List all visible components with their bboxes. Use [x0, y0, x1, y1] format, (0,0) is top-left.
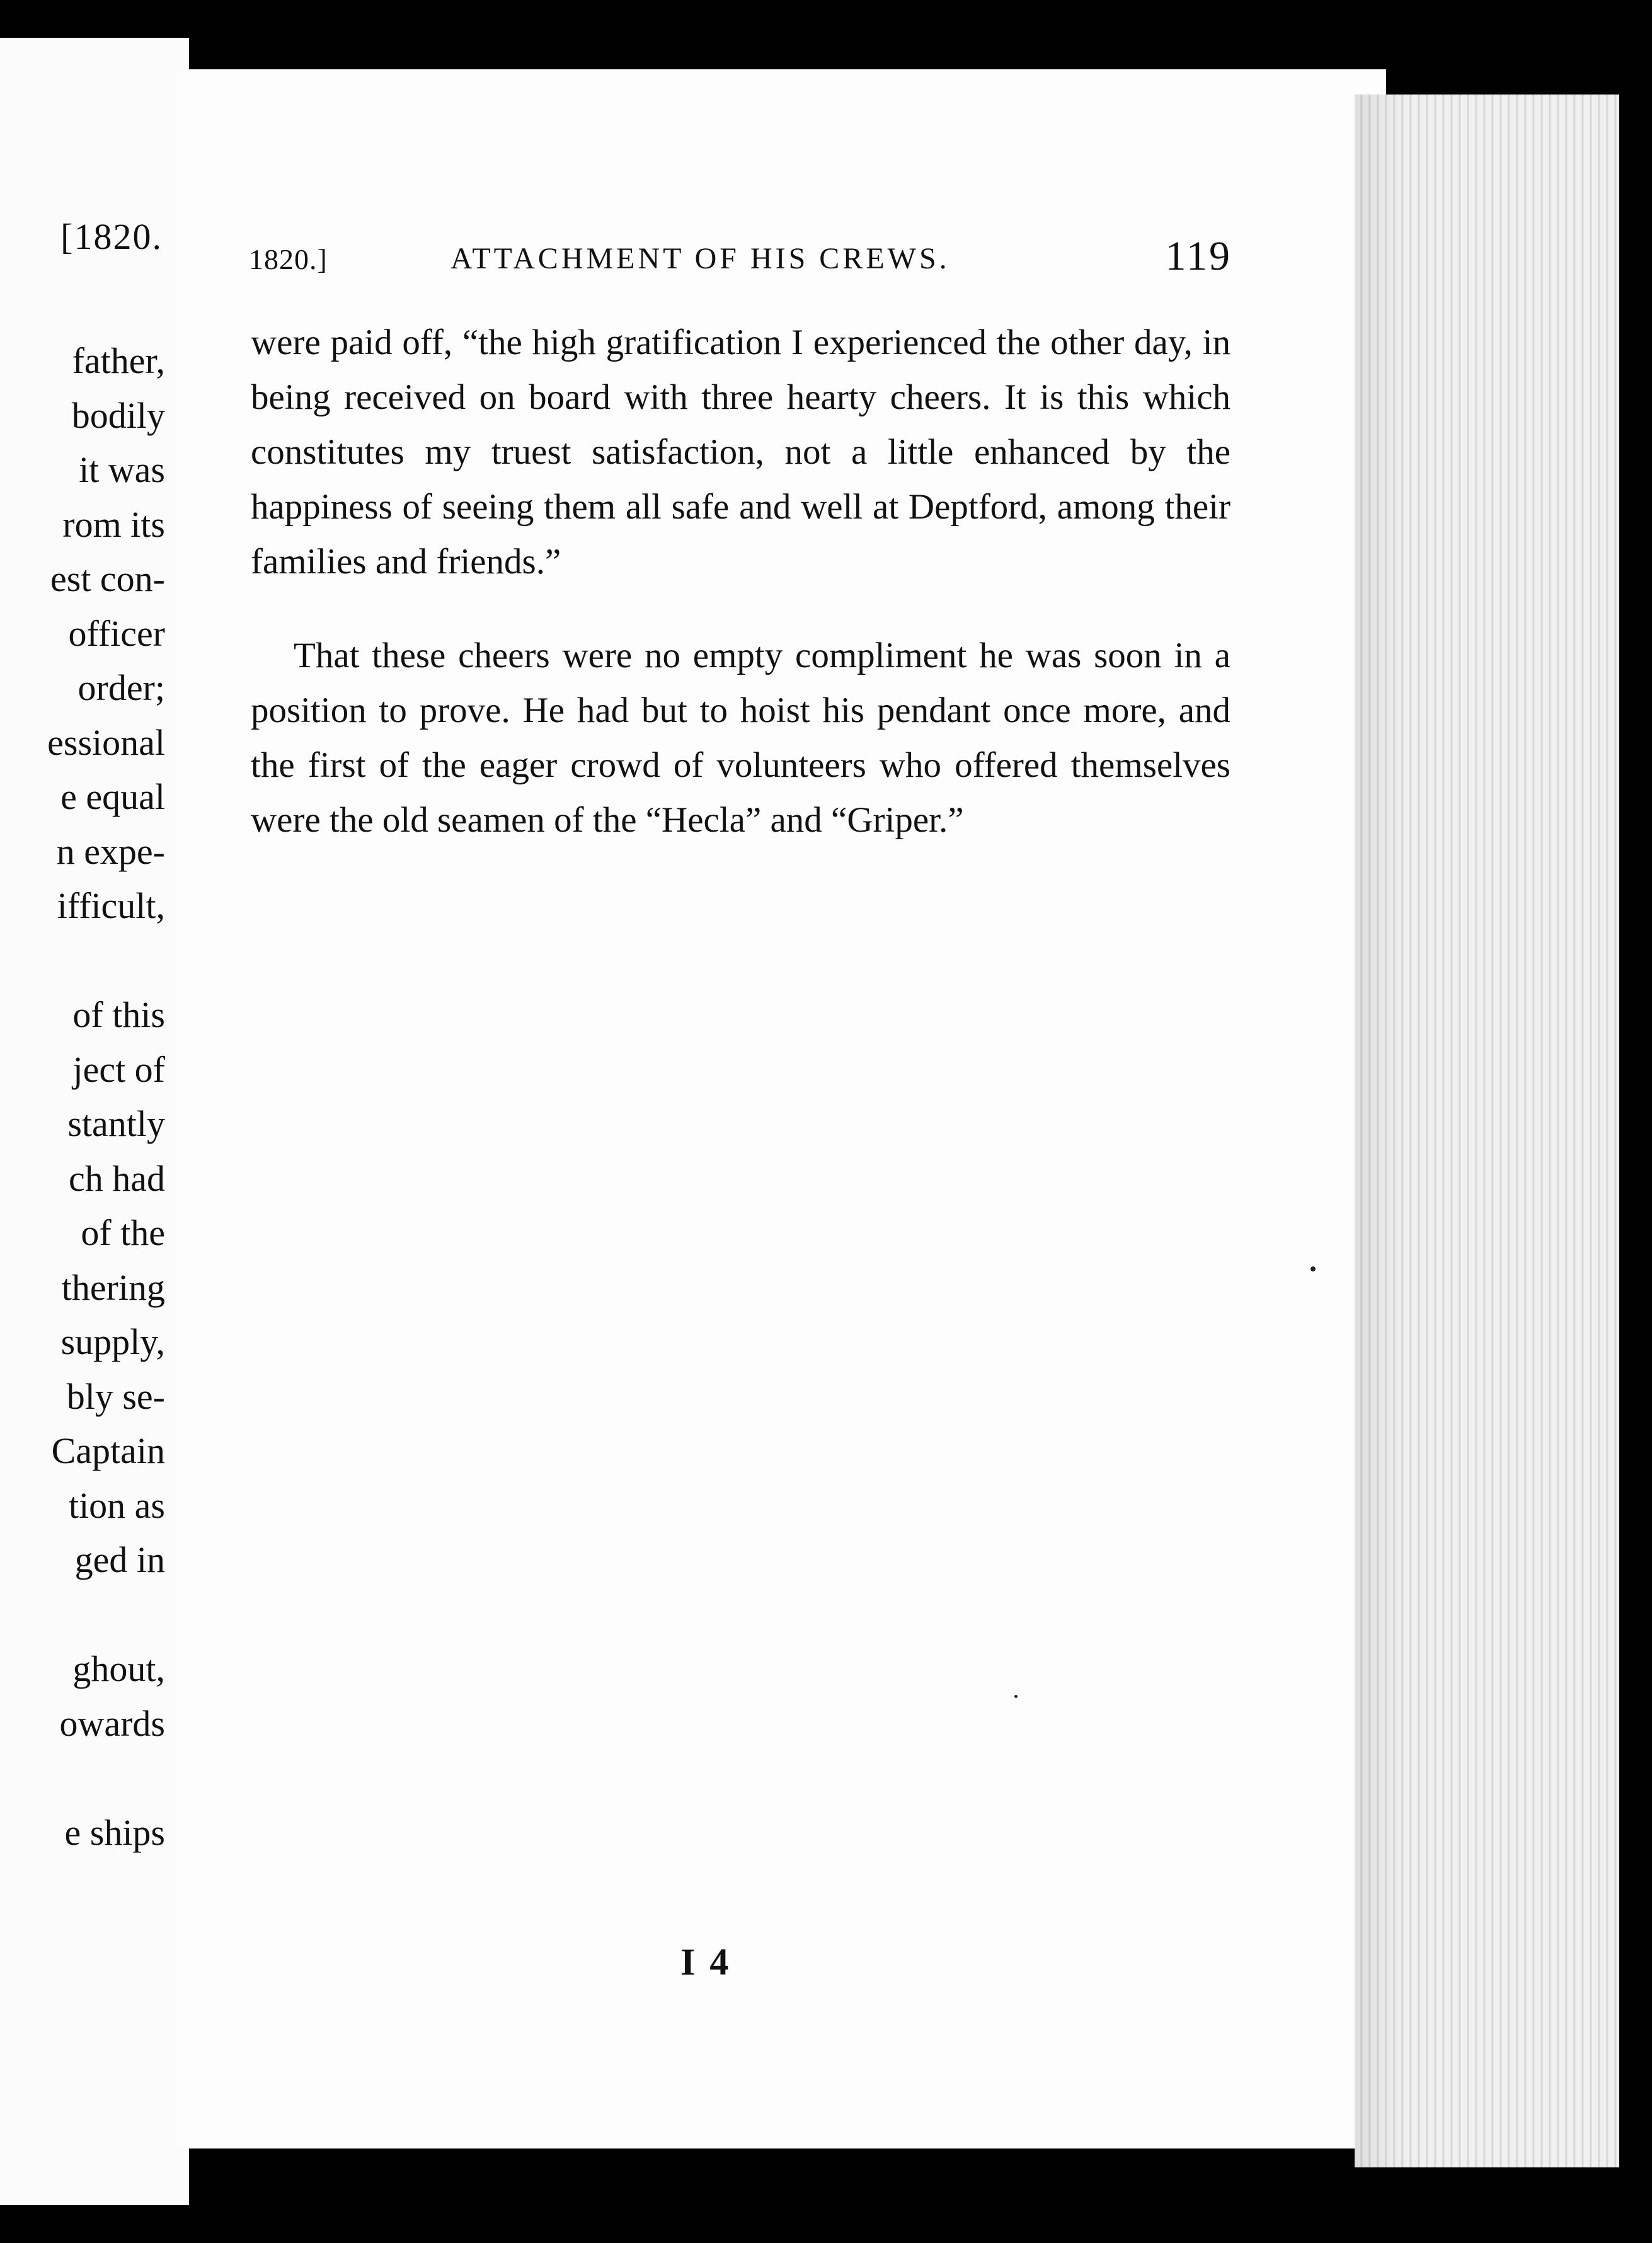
previous-page-line: stantly — [67, 1103, 165, 1144]
previous-page-line: bodily — [71, 394, 165, 436]
running-head-year: 1820.] — [249, 243, 328, 275]
previous-page-line: rom its — [62, 503, 165, 545]
previous-page-line: essional — [47, 721, 165, 763]
previous-page-line: officer — [68, 612, 165, 654]
previous-page-line: ifficult, — [57, 885, 165, 926]
running-head — [249, 233, 1232, 293]
previous-page-text — [47, 334, 165, 1860]
previous-page-line: of the — [81, 1212, 165, 1253]
paragraph-2: That these cheers were no empty compliment he was soon in a position to prove. He had but to hoist his pendant once more, and the first of the eager crowd of volunteers who offered themselves were the old seamen of the “Hecla” and “Griper.” — [251, 636, 1230, 840]
previous-page-line — [47, 1588, 165, 1643]
previous-page — [0, 38, 189, 2205]
body-text — [251, 315, 1230, 847]
previous-page-line: father, — [72, 340, 165, 381]
previous-page-line: it was — [79, 449, 165, 490]
previous-page-line: n expe- — [56, 830, 165, 872]
previous-page-line: order; — [77, 667, 165, 708]
previous-page-line: ghout, — [72, 1648, 165, 1689]
previous-page-line: est con- — [50, 558, 165, 599]
signature-mark: I 4 — [680, 1941, 731, 1983]
previous-page-line: tion as — [68, 1484, 165, 1526]
page-edge-shadow — [1355, 95, 1405, 2167]
previous-page-line: Captain — [51, 1430, 165, 1471]
previous-page-header: [1820. — [60, 216, 163, 257]
previous-page-line: of this — [72, 994, 165, 1035]
previous-page-line — [47, 934, 165, 989]
previous-page-line: bly se- — [66, 1375, 165, 1417]
ink-speck — [1014, 1695, 1018, 1698]
paragraph-1: were paid off, “the high gratification I experienced the other day, in being received on board with three hearty cheers. It is this which constitutes my truest satisfaction, not a little enhanced by the happiness of seeing them all safe and well at Deptford, among their families and friends.” — [251, 323, 1230, 582]
previous-page-line — [47, 1751, 165, 1806]
previous-page-line: e ships — [64, 1811, 165, 1853]
previous-page-line: ject of — [72, 1048, 165, 1090]
previous-page-line: owards — [59, 1702, 165, 1744]
previous-page-line: ged in — [74, 1539, 165, 1580]
previous-page-line: supply, — [60, 1321, 165, 1362]
previous-page-line: e equal — [60, 776, 165, 817]
page-number: 119 — [1165, 233, 1232, 279]
ink-speck — [1311, 1266, 1316, 1271]
previous-page-line: ch had — [69, 1157, 165, 1199]
running-head-title: ATTACHMENT OF HIS CREWS. — [450, 242, 950, 275]
previous-page-line: thering — [61, 1266, 165, 1308]
